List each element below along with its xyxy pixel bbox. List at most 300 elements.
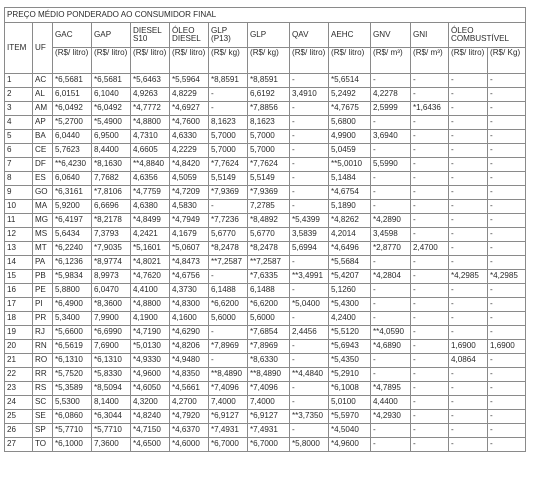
header-item: ITEM: [5, 23, 33, 74]
cell-item: 25: [5, 410, 33, 424]
cell-gac: *6,3161: [53, 186, 92, 200]
table-row: [5, 200, 526, 214]
cell-qav: -: [290, 172, 329, 186]
cell-gnv: 3,6940: [371, 130, 411, 144]
cell-item: 2: [5, 88, 33, 102]
cell-qav: 2,4456: [290, 326, 329, 340]
cell-oleo-combustivel-kg: -: [488, 410, 526, 424]
cell-item: 7: [5, 158, 33, 172]
table-row: [5, 410, 526, 424]
cell-glp-p13: -: [209, 102, 248, 116]
cell-oleo-combustivel-kg: -: [488, 74, 526, 88]
cell-uf: MA: [33, 200, 53, 214]
cell-oleo-combustivel-litro: -: [449, 368, 488, 382]
cell-oleo-diesel: 4,5059: [170, 172, 209, 186]
cell-oleo-combustivel-kg: -: [488, 172, 526, 186]
units-row: [5, 48, 526, 74]
cell-oleo-diesel: 4,2700: [170, 396, 209, 410]
cell-gni: -: [411, 438, 449, 452]
cell-diesel-s10: *4,6500: [131, 438, 170, 452]
cell-oleo-diesel: *4,6370: [170, 424, 209, 438]
cell-qav: -: [290, 116, 329, 130]
cell-gni: -: [411, 116, 449, 130]
cell-oleo-combustivel-litro: -: [449, 298, 488, 312]
cell-gap: *6,5681: [92, 74, 131, 88]
cell-oleo-combustivel-litro: -: [449, 214, 488, 228]
cell-uf: DF: [33, 158, 53, 172]
cell-oleo-combustivel-kg: -: [488, 438, 526, 452]
cell-gap: 7,3600: [92, 438, 131, 452]
cell-item: 26: [5, 424, 33, 438]
cell-gni: -: [411, 382, 449, 396]
cell-glp: 7,4000: [248, 396, 290, 410]
cell-qav: -: [290, 424, 329, 438]
unit-glp-p13: (R$/ kg): [209, 48, 248, 74]
cell-aehc: *5,6514: [329, 74, 371, 88]
cell-oleo-combustivel-kg: -: [488, 116, 526, 130]
cell-oleo-diesel: *4,6290: [170, 326, 209, 340]
cell-gac: *6,1000: [53, 438, 92, 452]
cell-gap: 7,7682: [92, 172, 131, 186]
cell-gac: *5,9834: [53, 270, 92, 284]
cell-glp: *7,4096: [248, 382, 290, 396]
cell-gni: -: [411, 424, 449, 438]
cell-aehc: *5,4350: [329, 354, 371, 368]
cell-gni: -: [411, 284, 449, 298]
header-diesel-s10: DIESEL S10: [131, 23, 170, 48]
table-row: [5, 298, 526, 312]
cell-oleo-combustivel-kg: -: [488, 200, 526, 214]
table-row: [5, 242, 526, 256]
cell-oleo-combustivel-kg: -: [488, 158, 526, 172]
cell-diesel-s10: *4,7759: [131, 186, 170, 200]
cell-gnv: -: [371, 144, 411, 158]
cell-gap: *6,0492: [92, 102, 131, 116]
cell-item: 8: [5, 172, 33, 186]
cell-aehc: *4,8262: [329, 214, 371, 228]
cell-gap: *6,6990: [92, 326, 131, 340]
cell-diesel-s10: *5,6463: [131, 74, 170, 88]
header-gni: GNI: [411, 23, 449, 48]
cell-aehc: 5,0459: [329, 144, 371, 158]
cell-gac: *5,2700: [53, 116, 92, 130]
cell-glp-p13: *6,7000: [209, 438, 248, 452]
cell-oleo-combustivel-litro: -: [449, 144, 488, 158]
table-title: PREÇO MÉDIO PONDERADO AO CONSUMIDOR FINAL: [5, 8, 526, 23]
table-row: [5, 270, 526, 284]
cell-item: 16: [5, 284, 33, 298]
cell-qav: -: [290, 396, 329, 410]
cell-gni: -: [411, 74, 449, 88]
cell-aehc: **5,0010: [329, 158, 371, 172]
cell-qav: -: [290, 354, 329, 368]
cell-glp: *8,4892: [248, 214, 290, 228]
cell-gap: *6,3044: [92, 410, 131, 424]
cell-oleo-diesel: *4,8206: [170, 340, 209, 354]
cell-oleo-diesel: *4,8350: [170, 368, 209, 382]
cell-diesel-s10: 4,3200: [131, 396, 170, 410]
cell-aehc: *5,6943: [329, 340, 371, 354]
cell-item: 17: [5, 298, 33, 312]
cell-diesel-s10: *5,0130: [131, 340, 170, 354]
cell-diesel-s10: *4,7772: [131, 102, 170, 116]
cell-oleo-combustivel-litro: -: [449, 242, 488, 256]
cell-gni: -: [411, 228, 449, 242]
cell-gap: *8,2178: [92, 214, 131, 228]
cell-oleo-combustivel-litro: -: [449, 410, 488, 424]
cell-item: 4: [5, 116, 33, 130]
cell-oleo-diesel: *4,8420: [170, 158, 209, 172]
cell-glp-p13: *6,9127: [209, 410, 248, 424]
header-oleo-combustivel: ÓLEO COMBUSTÍVEL: [449, 23, 526, 48]
price-table: [4, 7, 526, 452]
cell-gac: *6,4197: [53, 214, 92, 228]
cell-oleo-diesel: *4,7209: [170, 186, 209, 200]
header-glp-p13: GLP (P13): [209, 23, 248, 48]
cell-oleo-diesel: *5,5964: [170, 74, 209, 88]
cell-oleo-diesel: *4,9480: [170, 354, 209, 368]
cell-gac: 6,0151: [53, 88, 92, 102]
cell-oleo-diesel: 4,2229: [170, 144, 209, 158]
cell-gni: -: [411, 368, 449, 382]
cell-diesel-s10: 4,7310: [131, 130, 170, 144]
cell-oleo-combustivel-kg: -: [488, 144, 526, 158]
cell-oleo-combustivel-kg: 1,6900: [488, 340, 526, 354]
cell-glp-p13: -: [209, 270, 248, 284]
cell-uf: MS: [33, 228, 53, 242]
cell-glp: *7,8969: [248, 340, 290, 354]
cell-diesel-s10: 4,2421: [131, 228, 170, 242]
cell-oleo-combustivel-litro: 4,0864: [449, 354, 488, 368]
cell-gap: 7,9900: [92, 312, 131, 326]
cell-glp: *7,4931: [248, 424, 290, 438]
cell-oleo-combustivel-litro: -: [449, 396, 488, 410]
cell-qav: -: [290, 382, 329, 396]
cell-oleo-diesel: 4,8229: [170, 88, 209, 102]
cell-aehc: 5,6800: [329, 116, 371, 130]
cell-glp-p13: *7,4096: [209, 382, 248, 396]
cell-oleo-combustivel-litro: -: [449, 200, 488, 214]
cell-aehc: 5,2492: [329, 88, 371, 102]
cell-aehc: 4,2400: [329, 312, 371, 326]
cell-qav: *5,0400: [290, 298, 329, 312]
cell-gap: 7,3793: [92, 228, 131, 242]
table-row: [5, 312, 526, 326]
cell-item: 10: [5, 200, 33, 214]
cell-gac: 5,7623: [53, 144, 92, 158]
cell-gni: -: [411, 186, 449, 200]
cell-gni: -: [411, 410, 449, 424]
cell-oleo-combustivel-litro: -: [449, 116, 488, 130]
cell-uf: AL: [33, 88, 53, 102]
cell-uf: AC: [33, 74, 53, 88]
cell-glp-p13: 8,1623: [209, 116, 248, 130]
cell-uf: PA: [33, 256, 53, 270]
cell-gac: **6,4230: [53, 158, 92, 172]
table-row: [5, 424, 526, 438]
cell-gac: *5,7710: [53, 424, 92, 438]
cell-oleo-combustivel-litro: -: [449, 312, 488, 326]
cell-gac: *6,0492: [53, 102, 92, 116]
cell-oleo-combustivel-kg: -: [488, 424, 526, 438]
table-row: [5, 158, 526, 172]
cell-uf: AP: [33, 116, 53, 130]
cell-oleo-combustivel-litro: -: [449, 438, 488, 452]
cell-uf: ES: [33, 172, 53, 186]
cell-gap: *8,9774: [92, 256, 131, 270]
cell-diesel-s10: *4,7620: [131, 270, 170, 284]
cell-oleo-combustivel-litro: -: [449, 74, 488, 88]
cell-oleo-combustivel-kg: -: [488, 130, 526, 144]
unit-gni: (R$/ m³): [411, 48, 449, 74]
cell-aehc: *4,9600: [329, 438, 371, 452]
cell-gni: -: [411, 130, 449, 144]
table-row: [5, 186, 526, 200]
cell-diesel-s10: **4,8840: [131, 158, 170, 172]
cell-gni: -: [411, 214, 449, 228]
cell-uf: GO: [33, 186, 53, 200]
cell-aehc: *5,4300: [329, 298, 371, 312]
cell-uf: SP: [33, 424, 53, 438]
cell-item: 14: [5, 256, 33, 270]
table-row: [5, 396, 526, 410]
cell-uf: AM: [33, 102, 53, 116]
cell-glp: 5,7000: [248, 144, 290, 158]
cell-gnv: -: [371, 284, 411, 298]
cell-qav: -: [290, 256, 329, 270]
cell-glp-p13: -: [209, 326, 248, 340]
cell-uf: PB: [33, 270, 53, 284]
header-oleo-diesel: ÓLEO DIESEL: [170, 23, 209, 48]
cell-glp: *7,6854: [248, 326, 290, 340]
cell-oleo-combustivel-litro: -: [449, 186, 488, 200]
cell-gnv: 4,4400: [371, 396, 411, 410]
cell-gac: 6,0640: [53, 172, 92, 186]
cell-gnv: 4,2278: [371, 88, 411, 102]
table-row: [5, 256, 526, 270]
cell-qav: -: [290, 340, 329, 354]
cell-oleo-diesel: *4,6756: [170, 270, 209, 284]
cell-gap: *5,8330: [92, 368, 131, 382]
unit-diesel-s10: (R$/ litro): [131, 48, 170, 74]
cell-oleo-combustivel-kg: -: [488, 396, 526, 410]
table-row: [5, 88, 526, 102]
cell-gni: -: [411, 158, 449, 172]
cell-gap: *8,3600: [92, 298, 131, 312]
cell-oleo-combustivel-kg: -: [488, 256, 526, 270]
cell-gac: *6,2240: [53, 242, 92, 256]
cell-qav: -: [290, 158, 329, 172]
cell-glp: *8,2478: [248, 242, 290, 256]
unit-glp: (R$/ kg): [248, 48, 290, 74]
cell-qav: -: [290, 284, 329, 298]
cell-qav: *5,8000: [290, 438, 329, 452]
cell-qav: -: [290, 102, 329, 116]
cell-diesel-s10: *4,7150: [131, 424, 170, 438]
cell-glp: 6,6192: [248, 88, 290, 102]
cell-gni: -: [411, 144, 449, 158]
cell-oleo-diesel: *4,7600: [170, 116, 209, 130]
cell-aehc: 5,1484: [329, 172, 371, 186]
cell-qav: **4,4840: [290, 368, 329, 382]
cell-qav: -: [290, 130, 329, 144]
cell-aehc: 4,9900: [329, 130, 371, 144]
cell-gac: 5,6434: [53, 228, 92, 242]
cell-glp-p13: *8,8591: [209, 74, 248, 88]
cell-gnv: -: [371, 424, 411, 438]
cell-glp-p13: -: [209, 354, 248, 368]
table-row: [5, 102, 526, 116]
cell-oleo-combustivel-kg: -: [488, 284, 526, 298]
cell-diesel-s10: *4,8240: [131, 410, 170, 424]
cell-oleo-combustivel-kg: -: [488, 242, 526, 256]
cell-gni: -: [411, 256, 449, 270]
cell-gap: 6,9500: [92, 130, 131, 144]
cell-diesel-s10: 4,1900: [131, 312, 170, 326]
header-gap: GAP: [92, 23, 131, 48]
cell-uf: SE: [33, 410, 53, 424]
cell-diesel-s10: 4,6605: [131, 144, 170, 158]
cell-gap: 6,0470: [92, 284, 131, 298]
cell-uf: TO: [33, 438, 53, 452]
cell-gnv: -: [371, 172, 411, 186]
table-row: [5, 116, 526, 130]
cell-gnv: -: [371, 74, 411, 88]
cell-gni: -: [411, 396, 449, 410]
cell-item: 27: [5, 438, 33, 452]
cell-oleo-diesel: *4,6927: [170, 102, 209, 116]
cell-aehc: 5,1890: [329, 200, 371, 214]
cell-gnv: -: [371, 368, 411, 382]
cell-qav: **3,4991: [290, 270, 329, 284]
cell-glp: 7,2785: [248, 200, 290, 214]
table-row: [5, 172, 526, 186]
cell-glp: 5,6000: [248, 312, 290, 326]
cell-uf: PI: [33, 298, 53, 312]
cell-diesel-s10: *5,1601: [131, 242, 170, 256]
cell-gnv: -: [371, 186, 411, 200]
cell-glp-p13: *7,7624: [209, 158, 248, 172]
cell-diesel-s10: 4,9263: [131, 88, 170, 102]
cell-glp: *8,8591: [248, 74, 290, 88]
unit-oleo-combustivel-litro: (R$/ litro): [449, 48, 488, 74]
cell-gac: *5,3589: [53, 382, 92, 396]
cell-gni: -: [411, 200, 449, 214]
cell-gap: *5,7710: [92, 424, 131, 438]
cell-diesel-s10: *4,8800: [131, 298, 170, 312]
price-table-container: [4, 7, 526, 452]
cell-glp: 8,1623: [248, 116, 290, 130]
unit-aehc: (R$/ litro): [329, 48, 371, 74]
cell-gni: -: [411, 340, 449, 354]
cell-gnv: *2,8770: [371, 242, 411, 256]
table-row: [5, 74, 526, 88]
table-body: [5, 8, 526, 452]
cell-oleo-combustivel-kg: -: [488, 214, 526, 228]
cell-diesel-s10: 4,6356: [131, 172, 170, 186]
cell-glp: **7,2587: [248, 256, 290, 270]
cell-oleo-diesel: 4,5830: [170, 200, 209, 214]
cell-oleo-combustivel-kg: -: [488, 102, 526, 116]
cell-oleo-combustivel-kg: *4,2985: [488, 270, 526, 284]
cell-oleo-combustivel-kg: -: [488, 298, 526, 312]
header-uf: UF: [33, 23, 53, 74]
cell-oleo-combustivel-kg: -: [488, 228, 526, 242]
cell-diesel-s10: *4,6050: [131, 382, 170, 396]
cell-glp: *7,7624: [248, 158, 290, 172]
cell-diesel-s10: *4,7190: [131, 326, 170, 340]
cell-oleo-diesel: *4,5661: [170, 382, 209, 396]
cell-diesel-s10: 4,6380: [131, 200, 170, 214]
cell-gni: -: [411, 312, 449, 326]
cell-gap: 8,4400: [92, 144, 131, 158]
cell-gni: *1,6436: [411, 102, 449, 116]
cell-glp-p13: **7,2587: [209, 256, 248, 270]
cell-gac: *6,1236: [53, 256, 92, 270]
cell-gac: 5,8800: [53, 284, 92, 298]
cell-qav: 3,4910: [290, 88, 329, 102]
table-row: [5, 368, 526, 382]
cell-gnv: 5,5990: [371, 158, 411, 172]
unit-qav: (R$/ litro): [290, 48, 329, 74]
cell-uf: RO: [33, 354, 53, 368]
cell-gnv: -: [371, 298, 411, 312]
cell-gnv: -: [371, 200, 411, 214]
cell-gap: 6,6696: [92, 200, 131, 214]
cell-gap: *7,8106: [92, 186, 131, 200]
cell-gnv: *4,2890: [371, 214, 411, 228]
header-gnv: GNV: [371, 23, 411, 48]
cell-item: 6: [5, 144, 33, 158]
cell-oleo-combustivel-kg: -: [488, 326, 526, 340]
cell-gac: *6,1310: [53, 354, 92, 368]
cell-oleo-combustivel-kg: -: [488, 354, 526, 368]
cell-aehc: *5,5684: [329, 256, 371, 270]
cell-oleo-combustivel-litro: 1,6900: [449, 340, 488, 354]
cell-oleo-diesel: *4,7949: [170, 214, 209, 228]
cell-diesel-s10: *4,9330: [131, 354, 170, 368]
cell-gnv: -: [371, 256, 411, 270]
cell-gac: *6,5619: [53, 340, 92, 354]
cell-glp-p13: *6,6200: [209, 298, 248, 312]
cell-uf: RJ: [33, 326, 53, 340]
cell-uf: PE: [33, 284, 53, 298]
cell-glp: 5,7000: [248, 130, 290, 144]
cell-gap: *7,9035: [92, 242, 131, 256]
unit-oleo-combustivel-kg: (R$/ Kg): [488, 48, 526, 74]
cell-gni: -: [411, 172, 449, 186]
cell-glp-p13: *7,4931: [209, 424, 248, 438]
cell-oleo-combustivel-litro: -: [449, 228, 488, 242]
cell-qav: -: [290, 312, 329, 326]
cell-oleo-combustivel-kg: -: [488, 312, 526, 326]
cell-qav: -: [290, 200, 329, 214]
cell-oleo-combustivel-kg: -: [488, 368, 526, 382]
table-row: [5, 382, 526, 396]
cell-gnv: *4,6890: [371, 340, 411, 354]
cell-item: 20: [5, 340, 33, 354]
cell-glp-p13: *7,8969: [209, 340, 248, 354]
cell-gnv: *4,2930: [371, 410, 411, 424]
cell-glp: 6,1488: [248, 284, 290, 298]
cell-glp-p13: 7,4000: [209, 396, 248, 410]
cell-gap: *8,1630: [92, 158, 131, 172]
unit-gap: (R$/ litro): [92, 48, 131, 74]
table-row: [5, 144, 526, 158]
cell-gni: -: [411, 88, 449, 102]
cell-gac: 5,3400: [53, 312, 92, 326]
cell-gap: *5,4900: [92, 116, 131, 130]
